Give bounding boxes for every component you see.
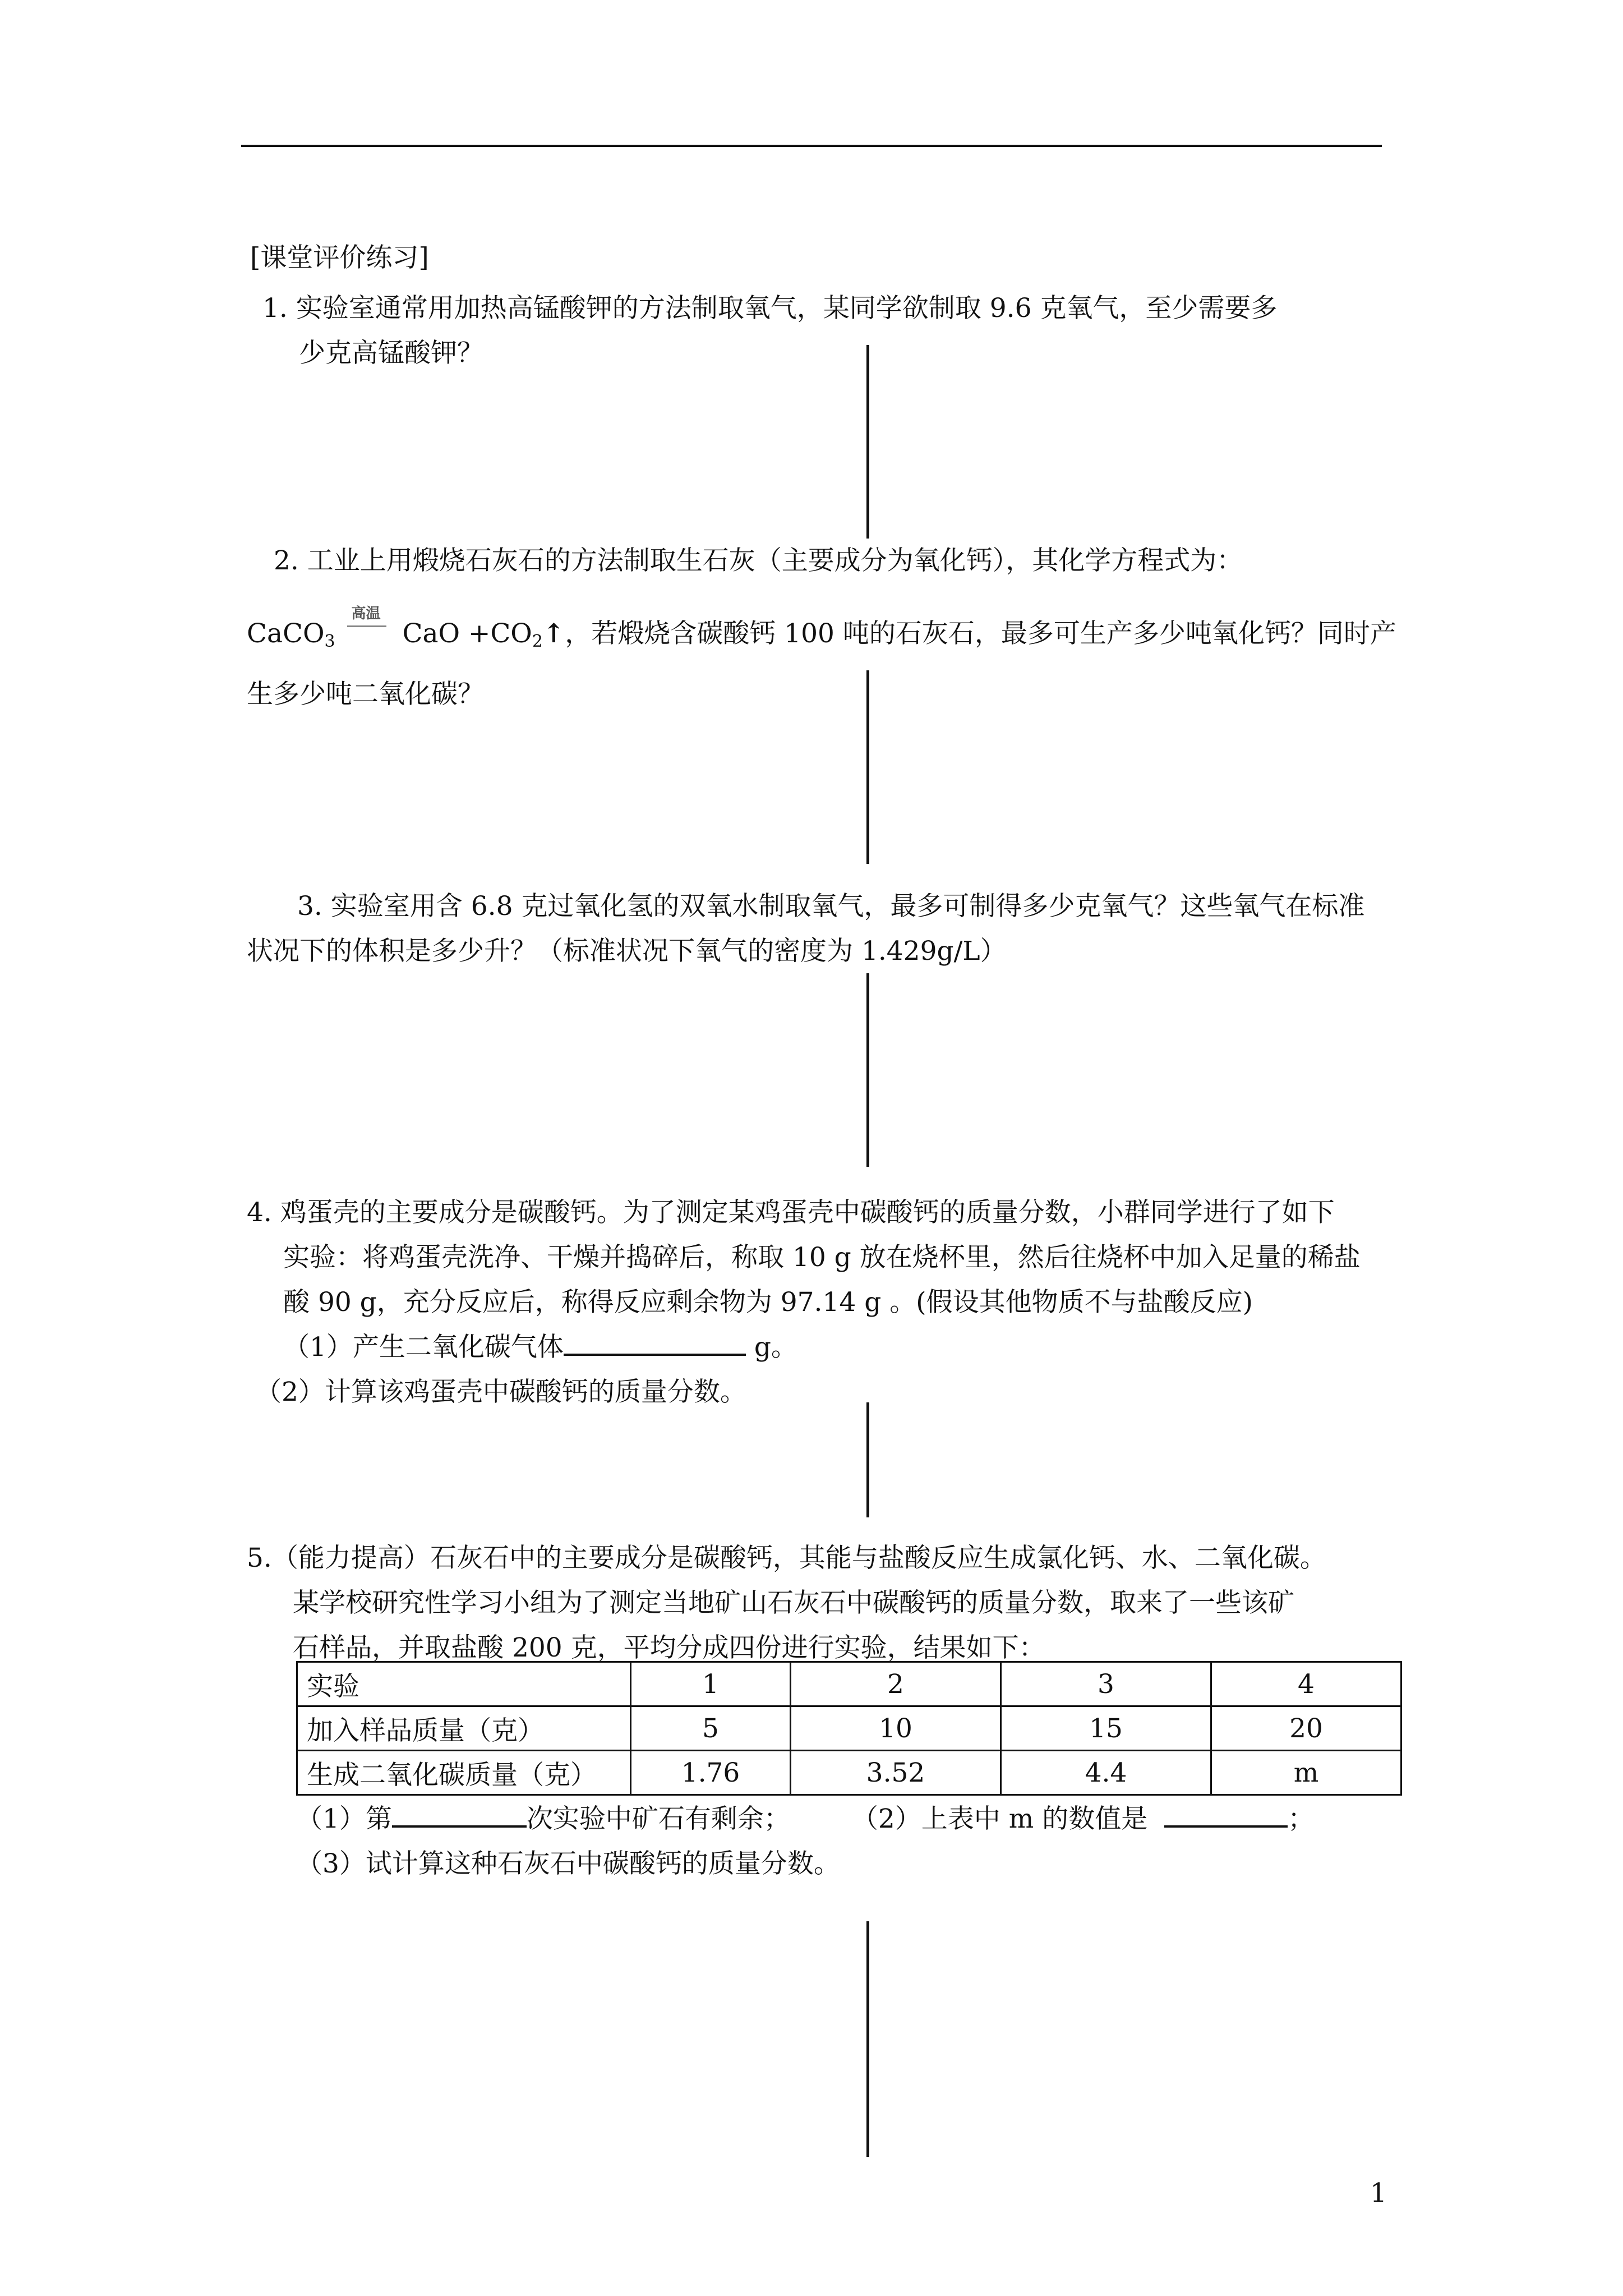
eq-condition-line <box>347 625 386 627</box>
q4-co2-mass-blank[interactable] <box>564 1328 746 1356</box>
table-cell: 3 <box>1001 1662 1211 1706</box>
answer-divider-q4 <box>866 1402 869 1517</box>
q5-line3: 石样品，并取盐酸 200 克，平均分成四份进行实验，结果如下： <box>293 1632 1045 1663</box>
q4-sub1-suffix: g。 <box>745 1332 797 1363</box>
q4-sub1 <box>283 1325 797 1370</box>
q5-line1: 5.（能力提高）石灰石中的主要成分是碳酸钙，其能与盐酸反应生成氯化钙、水、二氧化碳。 <box>247 1543 1326 1573</box>
table-cell: 1.76 <box>631 1751 791 1795</box>
gas-arrow-icon: ↑ <box>542 618 565 649</box>
eq-subscript-2: 2 <box>532 632 543 651</box>
q2-line3: 生多少吨二氧化碳？ <box>247 679 484 710</box>
q2-line1: 2. 工业上用煅烧石灰石的方法制取生石灰（主要成分为氧化钙），其化学方程式为： <box>274 545 1243 576</box>
q5-sub2-suffix: ； <box>1288 1803 1315 1834</box>
answer-divider-q2 <box>866 670 869 864</box>
q5-sub2-prefix: （2）上表中 m 的数值是 <box>851 1803 1148 1834</box>
table-cell: 加入样品质量（克） <box>297 1706 631 1751</box>
q5-sub3: （3）试计算这种石灰石中碳酸钙的质量分数。 <box>296 1848 840 1879</box>
table-cell: 15 <box>1001 1706 1211 1751</box>
q3-line1: 3. 实验室用含 6.8 克过氧化氢的双氧水制取氧气，最多可制得多少克氧气？这些氧气在标准 <box>297 891 1365 922</box>
eq-subscript-3: 3 <box>324 632 335 651</box>
eq-condition-text: 高温 <box>351 605 381 622</box>
q1-line1: 1. 实验室通常用加热高锰酸钾的方法制取氧气，某同学欲制取 9.6 克氧气，至少需要多 <box>262 293 1278 324</box>
q5-sub1-sub2 <box>296 1797 1314 1842</box>
eq-reactant: CaCO <box>247 618 325 649</box>
q4-sub2: （2）计算该鸡蛋壳中碳酸钙的质量分数。 <box>255 1377 746 1407</box>
table-cell: 3.52 <box>791 1751 1001 1795</box>
q4-sub1-prefix: （1）产生二氧化碳气体 <box>283 1332 564 1363</box>
table-row <box>297 1706 1401 1751</box>
experiment-table <box>296 1661 1402 1796</box>
q1-line2: 少克高锰酸钾？ <box>299 338 483 369</box>
table-cell: 20 <box>1211 1706 1401 1751</box>
q5-sub1-prefix: （1）第 <box>296 1803 392 1834</box>
eq-products: CaO +CO <box>402 618 532 649</box>
q5-m-value-blank[interactable] <box>1164 1800 1288 1828</box>
table-cell: 5 <box>631 1706 791 1751</box>
q5-experiment-number-blank[interactable] <box>392 1800 527 1828</box>
q4-line2: 实验：将鸡蛋壳洗净、干燥并捣碎后，称取 10 g 放在烧杯里，然后往烧杯中加入足量的稀盐 <box>283 1242 1361 1273</box>
table-cell: 2 <box>791 1662 1001 1706</box>
table-cell: 生成二氧化碳质量（克） <box>297 1751 631 1795</box>
table-row <box>297 1662 1401 1706</box>
table-cell: 4.4 <box>1001 1751 1211 1795</box>
answer-divider-q5 <box>866 1921 869 2157</box>
q5-sub1-suffix: 次实验中矿石有剩余； <box>526 1803 790 1834</box>
header-rule <box>241 145 1382 147</box>
section-title: [课堂评价练习] <box>250 242 429 273</box>
table-cell: 1 <box>631 1662 791 1706</box>
q4-line1: 4. 鸡蛋壳的主要成分是碳酸钙。为了测定某鸡蛋壳中碳酸钙的质量分数，小群同学进行了如下 <box>247 1197 1335 1228</box>
q2-equation-line <box>247 605 1396 664</box>
table-row <box>297 1751 1401 1795</box>
page-number: 1 <box>1370 2178 1387 2208</box>
answer-divider-q1 <box>866 345 869 539</box>
table-cell: 10 <box>791 1706 1001 1751</box>
table-cell: m <box>1211 1751 1401 1795</box>
answer-divider-q3 <box>866 973 869 1167</box>
table-cell: 实验 <box>297 1662 631 1706</box>
eq-condition <box>344 605 394 647</box>
q2-line2-rest: ，若煅烧含碳酸钙 100 吨的石灰石，最多可生产多少吨氧化钙？同时产 <box>565 618 1396 649</box>
q3-line2: 状况下的体积是多少升？（标准状况下氧气的密度为 1.429g/L） <box>247 936 1007 967</box>
table-cell: 4 <box>1211 1662 1401 1706</box>
q4-line3: 酸 90 g，充分反应后，称得反应剩余物为 97.14 g 。(假设其他物质不与盐酸反应) <box>283 1287 1253 1318</box>
q5-line2: 某学校研究性学习小组为了测定当地矿山石灰石中碳酸钙的质量分数，取来了一些该矿 <box>293 1588 1294 1618</box>
